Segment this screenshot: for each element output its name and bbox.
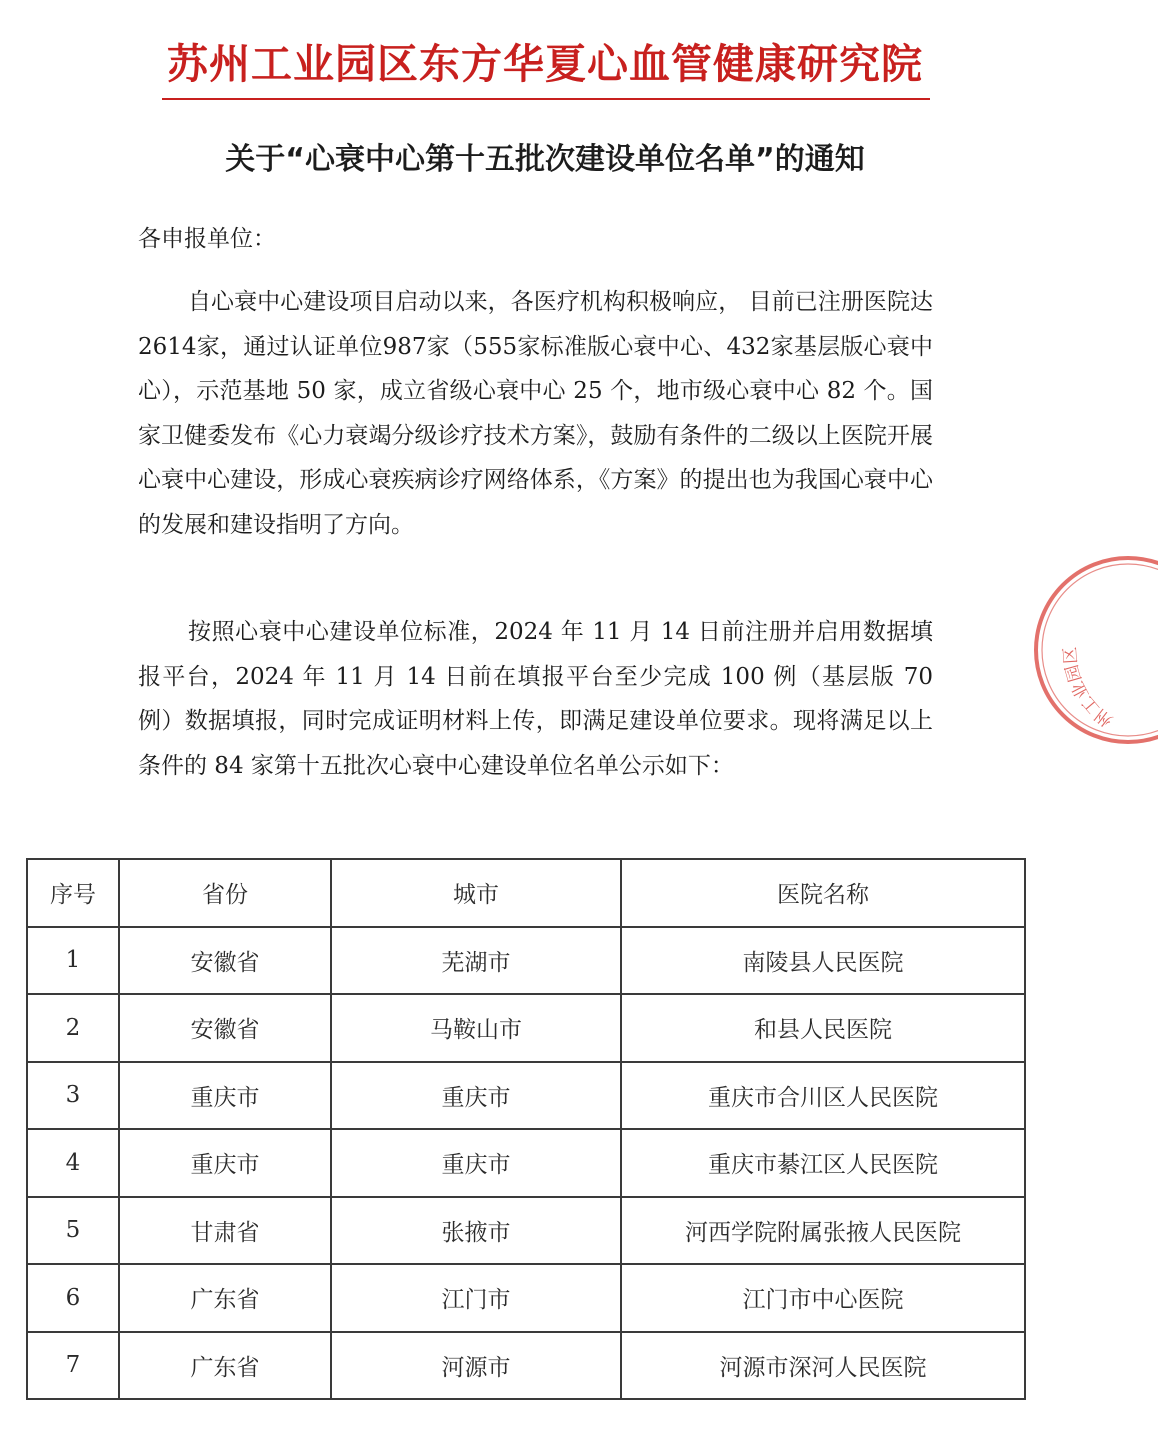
letterhead-divider [162, 98, 930, 100]
cell-hospital-name: 河西学院附属张掖人民医院 [621, 1197, 1025, 1265]
cell-province: 广东省 [119, 1332, 331, 1400]
cell-city: 江门市 [331, 1264, 621, 1332]
seal-text: 州工业园区 [1060, 646, 1117, 731]
cell-serial-number: 3 [27, 1062, 119, 1130]
hospital-list-table-container [26, 858, 1026, 1400]
cell-hospital-name: 和县人民医院 [621, 994, 1025, 1062]
body-paragraph-1: 自心衰中心建设项目启动以来，各医疗机构积极响应， 目前已注册医院达2614家，通过认证单位987家（555家标准版心衰中心、432家基层版心衰中心），示范基地 50 家，成立省级心衰中心 25 个，地市级心衰中心 82 个。国家卫健委发布《心力衰竭分级诊疗技术方案》，鼓励有条件的二级以上医院开展心衰中心建设，形成心衰疾病诊疗网络体系，《方案》的提出也为我国心衰中心的发展和建设指明了方向。 [138, 289, 933, 538]
table-row [27, 994, 1025, 1062]
cell-hospital-name: 江门市中心医院 [621, 1264, 1025, 1332]
salutation: 各申报单位： [138, 226, 276, 252]
cell-city: 河源市 [331, 1332, 621, 1400]
hospital-list-table [26, 858, 1026, 1400]
cell-serial-number: 4 [27, 1129, 119, 1197]
header-hospital-name: 医院名称 [621, 859, 1025, 927]
header-city: 城市 [331, 859, 621, 927]
cell-hospital-name: 重庆市綦江区人民医院 [621, 1129, 1025, 1197]
cell-serial-number: 2 [27, 994, 119, 1062]
table-row [27, 927, 1025, 995]
table-row [27, 1197, 1025, 1265]
cell-serial-number: 5 [27, 1197, 119, 1265]
header-serial-number: 序号 [27, 859, 119, 927]
document-title: 关于“心衰中心第十五批次建设单位名单”的通知 [225, 142, 865, 177]
cell-city: 马鞍山市 [331, 994, 621, 1062]
cell-province: 广东省 [119, 1264, 331, 1332]
cell-serial-number: 6 [27, 1264, 119, 1332]
official-seal-stamp [1028, 555, 1158, 745]
cell-province: 甘肃省 [119, 1197, 331, 1265]
cell-city: 芜湖市 [331, 927, 621, 995]
cell-province: 安徽省 [119, 927, 331, 995]
cell-hospital-name: 河源市深河人民医院 [621, 1332, 1025, 1400]
cell-serial-number: 7 [27, 1332, 119, 1400]
table-row [27, 1264, 1025, 1332]
cell-city: 张掖市 [331, 1197, 621, 1265]
table-row [27, 1129, 1025, 1197]
table-header-row [27, 859, 1025, 927]
cell-hospital-name: 重庆市合川区人民医院 [621, 1062, 1025, 1130]
svg-text:州工业园区 [1060, 646, 1116, 730]
cell-province: 重庆市 [119, 1129, 331, 1197]
cell-city: 重庆市 [331, 1062, 621, 1130]
cell-province: 重庆市 [119, 1062, 331, 1130]
letterhead-org-name: 苏州工业园区东方华夏心血管健康研究院 [167, 40, 923, 88]
cell-city: 重庆市 [331, 1129, 621, 1197]
cell-province: 安徽省 [119, 994, 331, 1062]
body-paragraph-2: 按照心衰中心建设单位标准，2024 年 11 月 14 日前注册并启用数据填报平台，2024 年 11 月 14 日前在填报平台至少完成 100 例（基层版 70 例）数据填报，同时完成证明材料上传，即满足建设单位要求。现将满足以上条件的 84 家第十五批次心衰中心建设单位名单公示如下： [138, 619, 933, 779]
header-province: 省份 [119, 859, 331, 927]
table-row [27, 1062, 1025, 1130]
cell-hospital-name: 南陵县人民医院 [621, 927, 1025, 995]
table-row [27, 1332, 1025, 1400]
cell-serial-number: 1 [27, 927, 119, 995]
